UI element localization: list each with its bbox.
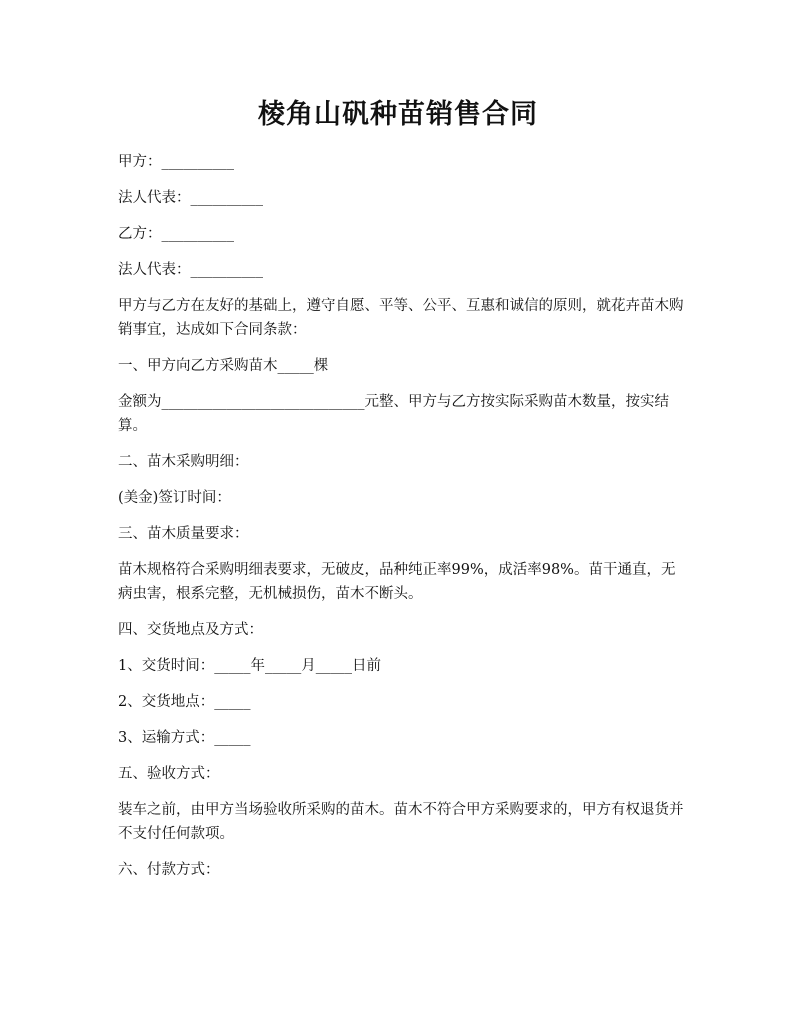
delivery-location-line: 2、交货地点：_____ [118, 694, 251, 710]
clause-3-heading: 三、苗木质量要求： [118, 526, 249, 542]
document-title: 棱角山矾种苗销售合同 [258, 99, 538, 130]
preamble-paragraph: 甲方与乙方在友好的基础上，遵守自愿、平等、公平、互惠和诚信的原则，就花卉苗木购销事宜，达成如下合同条款： [118, 298, 684, 338]
clause-2-heading: 二、苗木采购明细： [118, 454, 249, 470]
clause-4-heading: 四、交货地点及方式： [118, 622, 263, 638]
party-a-line: 甲方：__________ [118, 154, 234, 170]
transport-method-line: 3、运输方式：_____ [118, 730, 251, 746]
amount-paragraph: 金额为____________________________元整、甲方与乙方按实际采购苗木数量，按实结算。 [118, 394, 669, 434]
delivery-time-line: 1、交货时间：_____年_____月_____日前 [118, 658, 381, 674]
inspection-paragraph: 装车之前，由甲方当场验收所采购的苗木。苗木不符合甲方采购要求的，甲方有权退货并不支付任何款项。 [118, 802, 684, 842]
clause-6-heading: 六、付款方式： [118, 862, 220, 878]
party-a-legal-rep-line: 法人代表：__________ [118, 190, 263, 206]
party-b-legal-rep-line: 法人代表：__________ [118, 262, 263, 278]
clause-1-heading: 一、甲方向乙方采购苗木_____棵 [118, 358, 329, 374]
quality-requirements-paragraph: 苗木规格符合采购明细表要求，无破皮，品种纯正率99%，成活率98%。苗干通直，无病虫害，根系完整，无机械损伤，苗木不断头。 [118, 562, 676, 602]
party-b-line: 乙方：__________ [118, 226, 234, 242]
clause-5-heading: 五、验收方式： [118, 766, 220, 782]
signing-time-line: (美金)签订时间： [118, 490, 231, 506]
